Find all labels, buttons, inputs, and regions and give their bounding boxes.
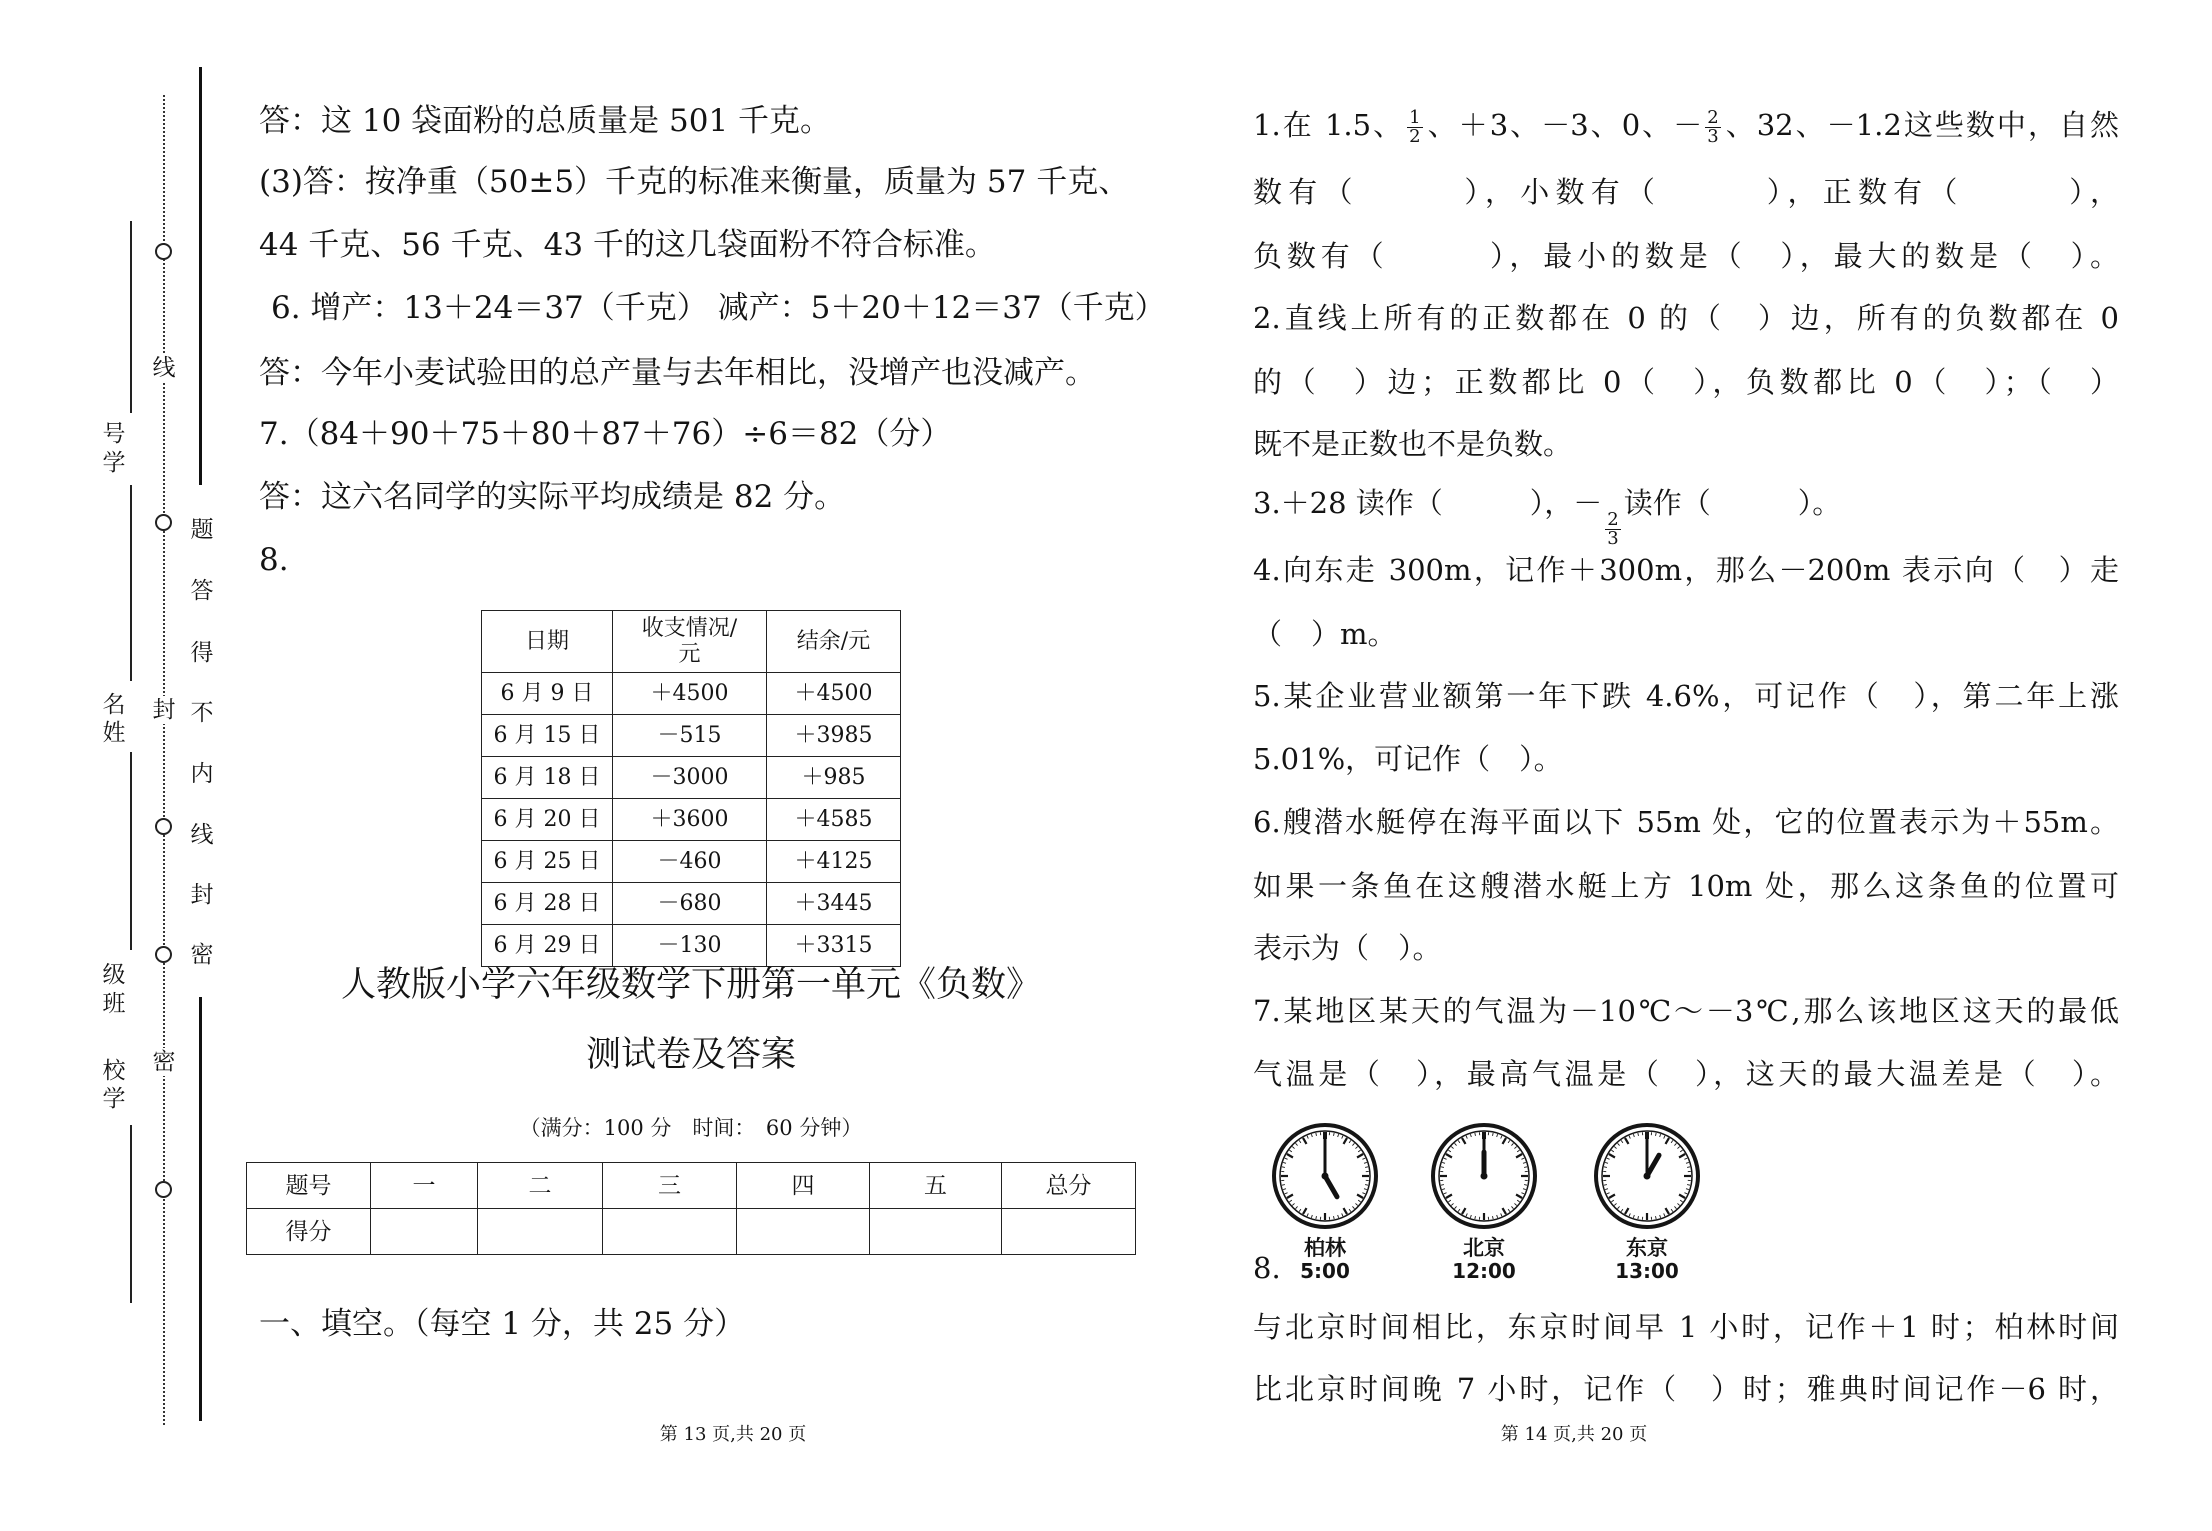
balance-table <box>481 610 901 967</box>
clock-minute-tick <box>1524 1185 1527 1186</box>
fraction <box>1605 511 1620 548</box>
header-text: 收支情况/ <box>641 615 738 641</box>
fraction-denominator: 3 <box>1607 528 1619 549</box>
answer-line: 答：今年小麦试验田的总产量与去年相比，没增产也没减产。 <box>259 355 1096 391</box>
header-cell-balance: 结余/元 <box>767 611 901 673</box>
clock-tokyo <box>1592 1121 1702 1231</box>
clock-minute-tick <box>1687 1167 1690 1168</box>
field-label-char: 号 <box>100 420 128 448</box>
notice-char: 线 <box>188 821 216 849</box>
clock-time-label: 12:00 <box>1452 1259 1516 1283</box>
date-cell: 6 月 29 日 <box>482 925 613 967</box>
clock-minute-tick <box>1282 1167 1285 1168</box>
dotted-cut-line <box>163 95 165 1425</box>
clock-berlin <box>1270 1121 1380 1231</box>
question-2-line: 2.直线上所有的正数都在 0 的（ ）边，所有的负数都在 0 <box>1253 301 2119 335</box>
amount-cell: －515 <box>613 715 767 757</box>
table-row <box>482 799 901 841</box>
question-5-line: 5.某企业营业额第一年下跌 4.6%，可记作（ ），第二年上涨 <box>1253 679 2119 713</box>
score-header-cell: 一 <box>371 1163 478 1209</box>
field-line-class <box>130 752 132 950</box>
table-row <box>482 715 901 757</box>
clock-center-pin <box>1481 1173 1488 1180</box>
amount-cell: －130 <box>613 925 767 967</box>
balance-cell: ＋3315 <box>767 925 901 967</box>
header-cell-date: 日期 <box>482 611 613 673</box>
notice-char: 密 <box>188 941 216 969</box>
page-footer: 第 14 页,共 20 页 <box>1500 1424 1648 1445</box>
score-row <box>247 1209 1136 1255</box>
score-blank-cell <box>737 1209 870 1255</box>
date-cell: 6 月 18 日 <box>482 757 613 799</box>
field-line-name <box>130 485 132 681</box>
clock-minute-tick <box>1365 1167 1368 1168</box>
notice-char: 答 <box>188 577 216 605</box>
field-label-char: 姓 <box>100 719 128 747</box>
table-row <box>482 757 901 799</box>
question-6-line: 表示为（ ）。 <box>1253 931 1442 965</box>
table-header-row <box>482 611 901 673</box>
question-8-line: 比北京时间晚 7 小时，记作（ ）时；雅典时间记作－6 时， <box>1253 1372 2119 1406</box>
field-label-char: 名 <box>100 691 128 719</box>
clock-minute-tick <box>1316 1133 1317 1136</box>
field-label-char: 学 <box>100 449 128 477</box>
notice-char: 得 <box>188 639 216 667</box>
clock-minute-tick <box>1493 1133 1494 1136</box>
score-header-cell: 总分 <box>1002 1163 1136 1209</box>
cut-line-label: 密 <box>150 1048 178 1076</box>
binding-hole-circle <box>155 514 172 531</box>
table-row <box>482 883 901 925</box>
date-cell: 6 月 28 日 <box>482 883 613 925</box>
answer-line: 答：这六名同学的实际平均成绩是 82 分。 <box>259 479 846 515</box>
section-heading: 一、填空。（每空 1 分，共 25 分） <box>259 1306 746 1342</box>
field-label-char: 级 <box>100 961 128 989</box>
question-8-line: 与北京时间相比，东京时间早 1 小时，记作＋1 时；柏林时间 <box>1253 1310 2119 1344</box>
score-blank-cell <box>1002 1209 1136 1255</box>
fraction-numerator: 2 <box>1707 106 1719 128</box>
clock-minute-tick <box>1524 1167 1527 1168</box>
question-4-line: 4.向东走 300m，记作＋300m，那么－200m 表示向（ ）走 <box>1253 553 2119 587</box>
fraction-denominator: 3 <box>1707 125 1719 147</box>
score-header-cell: 题号 <box>247 1163 371 1209</box>
score-row-label: 得分 <box>247 1209 371 1255</box>
question-number: 8. <box>259 542 289 578</box>
balance-cell: ＋4500 <box>767 673 901 715</box>
page-footer: 第 13 页,共 20 页 <box>659 1424 807 1445</box>
clock-city-label: 北京 <box>1463 1236 1505 1260</box>
clock-minute-tick <box>1334 1216 1335 1219</box>
score-header-row <box>247 1163 1136 1209</box>
table-row <box>482 925 901 967</box>
answer-line: 6. 增产：13＋24＝37（千克） 减产：5＋20＋12＝37（千克） <box>271 290 1166 326</box>
amount-cell: ＋3600 <box>613 799 767 841</box>
question-1-line: 负数有（ ），最小的数是（ ），最大的数是（ ）。 <box>1253 239 2119 273</box>
fraction <box>1407 106 1422 147</box>
binding-hole-circle <box>155 818 172 835</box>
question-7-line: 气温是（ ），最高气温是（ ），这天的最大温差是（ ）。 <box>1253 1057 2119 1091</box>
clock-minute-tick <box>1687 1185 1690 1186</box>
notice-char: 不 <box>188 699 216 727</box>
amount-cell: ＋4500 <box>613 673 767 715</box>
clock-minute-tick <box>1656 1133 1657 1136</box>
balance-cell: ＋3445 <box>767 883 901 925</box>
clock-time-label: 13:00 <box>1615 1259 1679 1283</box>
clock-center-pin <box>1644 1173 1651 1180</box>
cut-line-label: 线 <box>150 354 178 382</box>
binding-hole-circle <box>155 946 172 963</box>
field-label-char: 班 <box>100 990 128 1018</box>
score-blank-cell <box>371 1209 478 1255</box>
balance-cell: ＋4125 <box>767 841 901 883</box>
fraction-numerator: 1 <box>1409 106 1421 128</box>
balance-cell: ＋3985 <box>767 715 901 757</box>
clock-minute-tick <box>1604 1185 1607 1186</box>
balance-cell: ＋985 <box>767 757 901 799</box>
score-table <box>246 1162 1136 1255</box>
question-6-line: 6.艘潜水艇停在海平面以下 55m 处，它的位置表示为＋55m。 <box>1253 805 2119 839</box>
clock-minute-tick <box>1475 1216 1476 1219</box>
clock-minute-tick <box>1638 1133 1639 1136</box>
answer-line: 44 千克、56 千克、43 千的这几袋面粉不符合标准。 <box>259 227 996 263</box>
binding-solid-line-upper <box>199 67 202 485</box>
binding-hole-circle <box>155 243 172 260</box>
score-header-cell: 三 <box>603 1163 737 1209</box>
header-cell-income <box>613 611 767 673</box>
question-1-line <box>1253 105 2119 146</box>
date-cell: 6 月 25 日 <box>482 841 613 883</box>
fraction <box>1705 106 1720 147</box>
clock-minute-tick <box>1316 1216 1317 1219</box>
amount-cell: －3000 <box>613 757 767 799</box>
question-2-line: 的（ ）边；正数都比 0（ ），负数都比 0（ ）；（ ） <box>1253 365 2119 399</box>
clock-minute-tick <box>1475 1133 1476 1136</box>
notice-char: 封 <box>188 881 216 909</box>
notice-char: 内 <box>188 760 216 788</box>
amount-cell: －460 <box>613 841 767 883</box>
date-cell: 6 月 9 日 <box>482 673 613 715</box>
clock-center-pin <box>1322 1173 1329 1180</box>
question-3-line <box>1253 483 2119 548</box>
clock-city-label: 柏林 <box>1304 1236 1346 1260</box>
score-blank-cell <box>603 1209 737 1255</box>
date-cell: 6 月 15 日 <box>482 715 613 757</box>
question-2-line: 既不是正数也不是负数。 <box>1253 427 1573 461</box>
text-segment: 、32、－1.2这些数中，自然 <box>1723 108 2119 142</box>
clock-minute-tick <box>1656 1216 1657 1219</box>
score-blank-cell <box>478 1209 603 1255</box>
answer-line: 7.（84＋90＋75＋80＋87＋76）÷6＝82（分） <box>259 416 952 452</box>
exam-info: （满分：100 分 时间： 60 分钟） <box>519 1116 863 1140</box>
binding-solid-line-lower <box>199 997 202 1421</box>
field-line-student-id <box>130 221 132 413</box>
clock-minute-tick <box>1493 1216 1494 1219</box>
exam-subtitle: 测试卷及答案 <box>585 1035 796 1075</box>
header-text: 元 <box>678 641 701 667</box>
score-blank-cell <box>870 1209 1002 1255</box>
clock-time-label: 5:00 <box>1300 1259 1350 1283</box>
balance-cell: ＋4585 <box>767 799 901 841</box>
clock-minute-tick <box>1282 1185 1285 1186</box>
cut-line-label: 封 <box>150 696 178 724</box>
table-row <box>482 673 901 715</box>
clock-city-label: 东京 <box>1626 1236 1668 1260</box>
score-header-cell: 二 <box>478 1163 603 1209</box>
table-row <box>482 841 901 883</box>
score-header-cell: 四 <box>737 1163 870 1209</box>
question-7-line: 7.某地区某天的气温为－10℃～－3℃,那么该地区这天的最低 <box>1253 994 2119 1028</box>
question-4-line: （ ）m。 <box>1253 617 1397 651</box>
text-segment: 1.在 1.5、 <box>1253 108 1405 142</box>
score-header-cell: 五 <box>870 1163 1002 1209</box>
clock-minute-tick <box>1441 1167 1444 1168</box>
text-segment: 读作（ ）。 <box>1623 486 1842 520</box>
fraction-numerator: 2 <box>1607 509 1619 530</box>
question-5-line: 5.01%，可记作（ ）。 <box>1253 742 1563 776</box>
answer-line: (3)答：按净重（50±5）千克的标准来衡量，质量为 57 千克、 <box>259 164 1130 200</box>
field-label-char: 学 <box>100 1085 128 1113</box>
date-cell: 6 月 20 日 <box>482 799 613 841</box>
field-line-school <box>130 1125 132 1303</box>
clock-minute-tick <box>1365 1185 1368 1186</box>
amount-cell: －680 <box>613 883 767 925</box>
clock-minute-tick <box>1638 1216 1639 1219</box>
clock-minute-tick <box>1604 1167 1607 1168</box>
text-segment: 3.＋28 读作（ ），－ <box>1253 486 1603 520</box>
text-segment: 、＋3、－3、0、－ <box>1425 108 1703 142</box>
notice-char: 题 <box>188 516 216 544</box>
clock-minute-tick <box>1334 1133 1335 1136</box>
fraction-denominator: 2 <box>1409 125 1421 147</box>
question-1-line: 数有（ ），小数有（ ），正数有（ ）， <box>1253 175 2119 209</box>
answer-line: 答：这 10 袋面粉的总质量是 501 千克。 <box>259 103 832 139</box>
binding-hole-circle <box>155 1181 172 1198</box>
field-label-char: 校 <box>100 1057 128 1085</box>
clock-minute-tick <box>1441 1185 1444 1186</box>
clock-beijing <box>1429 1121 1539 1231</box>
question-6-line: 如果一条鱼在这艘潜水艇上方 10m 处，那么这条鱼的位置可 <box>1253 869 2119 903</box>
question-number: 8. <box>1253 1251 1281 1285</box>
exam-title: 人教版小学六年级数学下册第一单元《负数》 <box>340 965 1041 1005</box>
